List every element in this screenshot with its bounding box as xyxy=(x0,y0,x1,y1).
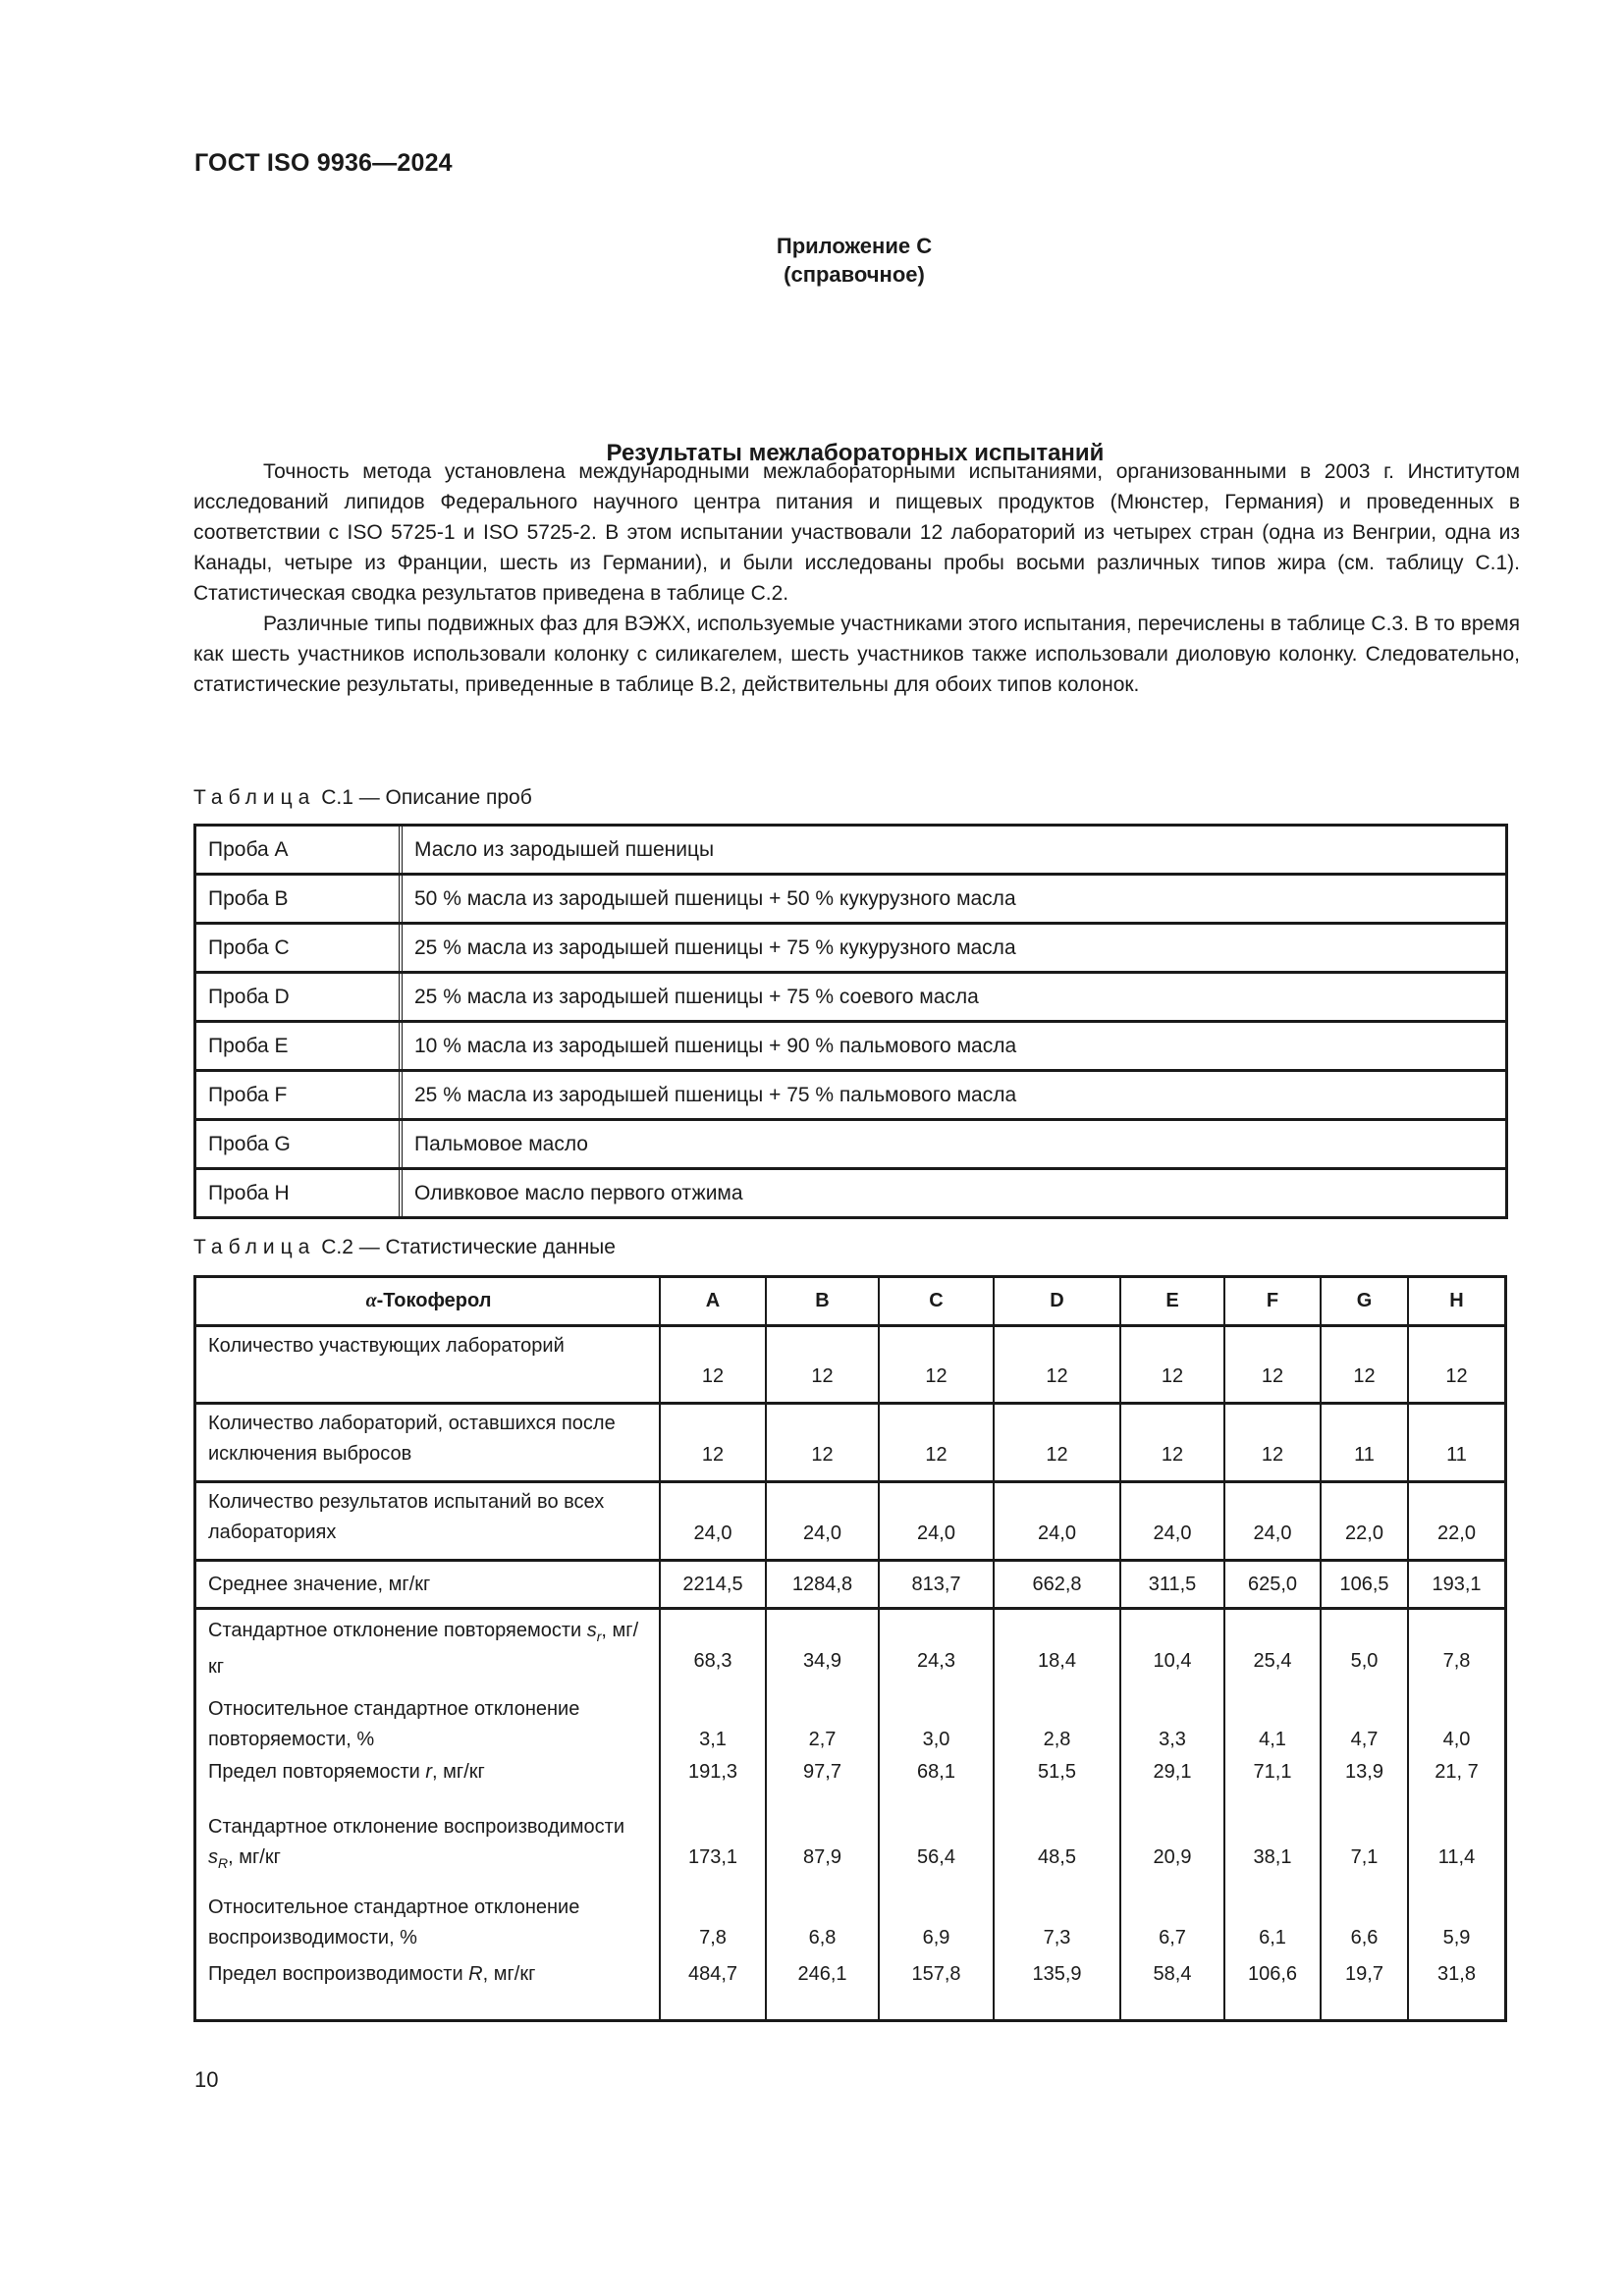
value-cell xyxy=(661,1812,765,1893)
value-cell xyxy=(1225,1959,1320,2018)
value-text: 25,4 xyxy=(1253,1650,1292,1672)
value-cell: 662,8 xyxy=(995,1562,1121,1607)
table-row xyxy=(196,1402,1504,1480)
value-cell xyxy=(767,1694,878,1757)
value-cell: 12 xyxy=(1121,1405,1225,1480)
row-label xyxy=(208,1893,649,1959)
value-column xyxy=(767,1610,880,2019)
value-text: 3,1 xyxy=(699,1729,727,1750)
page-number: 10 xyxy=(194,2067,219,2092)
value-text: 34,9 xyxy=(803,1650,841,1672)
value-text: 6,9 xyxy=(922,1927,950,1949)
table-row xyxy=(196,1559,1504,1607)
value-text: 7,8 xyxy=(699,1927,727,1949)
value-cell: 12 xyxy=(995,1327,1121,1402)
value-cell xyxy=(1225,1757,1320,1812)
value-text: 6,8 xyxy=(808,1927,837,1949)
value-cell xyxy=(1121,1616,1223,1694)
value-cell xyxy=(1121,1812,1223,1893)
value-cell xyxy=(995,1959,1119,2018)
value-cell xyxy=(1225,1812,1320,1893)
sample-name: Проба G xyxy=(196,1121,403,1167)
value-cell xyxy=(1121,1959,1223,2018)
table-row xyxy=(196,1167,1505,1216)
value-cell: 11 xyxy=(1446,1444,1467,1466)
sample-name: Проба E xyxy=(196,1023,403,1069)
symbol-subscript: R xyxy=(218,1855,229,1871)
value-column xyxy=(995,1610,1121,2019)
value-cell: 2214,5 xyxy=(661,1562,767,1607)
value-text: 87,9 xyxy=(803,1846,841,1868)
value-text: 3,3 xyxy=(1159,1729,1186,1750)
table-row xyxy=(196,1020,1505,1069)
value-cell: 24,0 xyxy=(1225,1483,1322,1559)
value-cell: 24,0 xyxy=(661,1483,767,1559)
value-text: 11,4 xyxy=(1437,1846,1476,1868)
value-cell: 12 xyxy=(880,1327,995,1402)
value-cell: 24,0 xyxy=(767,1483,880,1559)
value-cell xyxy=(1225,1893,1320,1959)
value-text: 58,4 xyxy=(1153,1963,1192,1985)
value-cell xyxy=(661,1616,765,1694)
row-label xyxy=(208,1812,649,1893)
table-row xyxy=(196,873,1505,922)
value-cell xyxy=(1322,1757,1407,1812)
value-cell: 12 xyxy=(1225,1405,1322,1480)
table-row xyxy=(196,1069,1505,1118)
paragraph: Различные типы подвижных фаз для ВЭЖХ, используемые участниками этого испытания, перечислены в таблице С.3. В то время как шесть участников использовали колонку с силикагелем, шесть участников также использовали диоловую колонку. Следовательно, статистические результаты, приведенные в таблице В.2, действительны для обоих типов колонок. xyxy=(193,613,1520,696)
sample-name: Проба F xyxy=(196,1072,403,1118)
value-cell: 193,1 xyxy=(1432,1573,1482,1595)
symbol: r xyxy=(425,1761,433,1783)
label-unit: , мг/кг xyxy=(482,1963,536,1985)
value-text: 173,1 xyxy=(687,1846,738,1868)
value-column xyxy=(661,1610,767,2019)
value-text: 6,1 xyxy=(1259,1927,1286,1949)
value-cell xyxy=(880,1757,993,1812)
value-cell: 12 xyxy=(1225,1327,1322,1402)
row-label xyxy=(208,1959,649,2018)
value-cell xyxy=(1322,1959,1407,2018)
value-text: 68,3 xyxy=(693,1650,732,1672)
value-column xyxy=(1121,1610,1225,2019)
value-text: 21, 7 xyxy=(1435,1761,1479,1783)
value-text: 484,7 xyxy=(687,1963,738,1985)
value-cell xyxy=(661,1694,765,1757)
row-label: Среднее значение, мг/кг xyxy=(196,1562,661,1607)
column-header: A xyxy=(661,1278,767,1324)
value-cell xyxy=(1322,1893,1407,1959)
value-text: 106,6 xyxy=(1247,1963,1298,1985)
value-cell xyxy=(1322,1694,1407,1757)
value-cell xyxy=(767,1616,878,1694)
value-cell: 12 xyxy=(1322,1327,1409,1402)
table2-caption-text: С.2 — Статистические данные xyxy=(321,1236,616,1258)
row-label xyxy=(208,1694,649,1757)
value-text: 246,1 xyxy=(797,1963,847,1985)
column-header: H xyxy=(1449,1290,1464,1311)
column-header: G xyxy=(1322,1278,1409,1324)
row-label: Количество участвующих лабораторий xyxy=(196,1327,661,1402)
document-code: ГОСТ ISO 9936—2024 xyxy=(194,149,453,177)
alpha-symbol: α xyxy=(365,1290,377,1311)
label-unit: , мг/кг xyxy=(208,1620,639,1678)
header-label: -Токоферол xyxy=(376,1290,492,1311)
sample-description: 25 % масла из зародышей пшеницы + 75 % пальмового масла xyxy=(414,1083,1017,1106)
value-text: 56,4 xyxy=(917,1846,955,1868)
value-cell xyxy=(1225,1616,1320,1694)
row-label: Количество результатов испытаний во всех лабораториях xyxy=(196,1483,661,1559)
value-text: 97,7 xyxy=(803,1761,841,1783)
sample-name: Проба C xyxy=(196,925,403,971)
table2-caption-prefix: Таблица xyxy=(193,1236,316,1258)
value-text: 2,8 xyxy=(1043,1729,1071,1750)
value-text: 4,7 xyxy=(1350,1729,1379,1750)
value-text: 7,3 xyxy=(1043,1927,1071,1949)
value-text: 135,9 xyxy=(1032,1963,1082,1985)
value-cell xyxy=(1409,1959,1504,2018)
symbol-subscript: r xyxy=(596,1629,602,1644)
label-unit: , мг/кг xyxy=(228,1846,281,1868)
table1-caption xyxy=(193,785,532,811)
value-cell xyxy=(1409,1616,1504,1694)
section-title: Результаты межлабораторных испытаний xyxy=(606,440,1105,466)
column-header: C xyxy=(880,1278,995,1324)
value-cell xyxy=(880,1959,993,2018)
value-cell xyxy=(880,1694,993,1757)
value-text: 19,7 xyxy=(1345,1963,1383,1985)
value-cell: 12 xyxy=(767,1405,880,1480)
value-cell: 22,0 xyxy=(1437,1522,1476,1544)
sample-description: 25 % масла из зародышей пшеницы + 75 % соевого масла xyxy=(414,985,979,1008)
column-header: D xyxy=(995,1278,1121,1324)
value-text: 48,5 xyxy=(1038,1846,1076,1868)
value-cell: 813,7 xyxy=(880,1562,995,1607)
value-text: 6,7 xyxy=(1159,1927,1186,1949)
sample-name: Проба H xyxy=(196,1170,403,1216)
value-text: 6,6 xyxy=(1350,1927,1379,1949)
sample-description: Масло из зародышей пшеницы xyxy=(414,837,715,861)
value-text: 13,9 xyxy=(1345,1761,1383,1783)
sample-description: Оливковое масло первого отжима xyxy=(414,1181,743,1204)
symbol: s xyxy=(208,1846,218,1868)
value-cell xyxy=(1121,1757,1223,1812)
column-header: F xyxy=(1225,1278,1322,1324)
table1-caption-text: С.1 — Описание проб xyxy=(321,786,532,809)
value-cell xyxy=(1409,1694,1504,1757)
value-cell xyxy=(1322,1812,1407,1893)
value-text: 4,0 xyxy=(1442,1729,1471,1750)
table1-caption-prefix: Таблица xyxy=(193,786,316,809)
value-cell: 12 xyxy=(995,1405,1121,1480)
value-text: 71,1 xyxy=(1253,1761,1292,1783)
table-row xyxy=(196,922,1505,971)
value-cell: 24,0 xyxy=(995,1483,1121,1559)
label-text: Стандартное отклонение повторяемости xyxy=(208,1620,587,1641)
value-cell: 12 xyxy=(1121,1327,1225,1402)
value-text: 4,1 xyxy=(1259,1729,1286,1750)
value-cell: 24,0 xyxy=(1121,1483,1225,1559)
value-cell xyxy=(880,1812,993,1893)
value-text: 10,4 xyxy=(1153,1650,1192,1672)
value-text: 5,0 xyxy=(1350,1650,1379,1672)
value-cell xyxy=(995,1812,1119,1893)
table-row xyxy=(196,1480,1504,1559)
value-column xyxy=(1322,1610,1409,2019)
table-row xyxy=(196,1324,1504,1402)
value-cell xyxy=(767,1959,878,2018)
symbol: R xyxy=(468,1963,483,1985)
value-cell xyxy=(995,1694,1119,1757)
value-cell: 11 xyxy=(1322,1405,1409,1480)
annex-subtitle: (справочное) xyxy=(784,262,925,287)
sample-description: 25 % масла из зародышей пшеницы + 75 % кукурузного масла xyxy=(414,935,1016,959)
value-cell: 311,5 xyxy=(1121,1562,1225,1607)
value-text: 157,8 xyxy=(911,1963,961,1985)
value-text: 5,9 xyxy=(1442,1927,1471,1949)
value-cell xyxy=(1322,1616,1407,1694)
value-text: 51,5 xyxy=(1038,1761,1076,1783)
value-cell xyxy=(880,1616,993,1694)
value-cell: 12 xyxy=(661,1327,767,1402)
value-cell xyxy=(1409,1812,1504,1893)
row-label xyxy=(208,1757,649,1812)
value-text: 7,8 xyxy=(1442,1650,1471,1672)
header-tocopherol xyxy=(196,1278,661,1324)
value-cell: 625,0 xyxy=(1225,1562,1322,1607)
value-text: 18,4 xyxy=(1038,1650,1076,1672)
precision-labels xyxy=(196,1610,661,2019)
value-text: 191,3 xyxy=(687,1761,738,1783)
label-text: Относительное стандартное отклонение воспроизводимости, % xyxy=(208,1896,580,1949)
value-text: 7,1 xyxy=(1350,1846,1379,1868)
value-cell: 12 xyxy=(661,1405,767,1480)
value-cell xyxy=(1409,1757,1504,1812)
value-text: 3,0 xyxy=(922,1729,950,1750)
symbol: s xyxy=(586,1620,597,1641)
paragraph: Точность метода установлена международными межлабораторными испытаниями, организованными в 2003 г. Институтом исследований липидов Федерального научного центра питания и пищевых продуктов (Мюнстер, Германия) и проведенных в соответствии с ISO 5725-1 и ISO 5725-2. В этом испытании участвовали 12 лабораторий из четырех стран (одна из Венгрии, одна из Канады, четыре из Франции, шесть из Германии), и были исследованы пробы восьми различных типов жира (см. таблицу С.1). Статистическая сводка результатов приведена в таблице С.2. xyxy=(193,460,1520,605)
value-column xyxy=(1225,1610,1322,2019)
value-cell: 12 xyxy=(1445,1365,1468,1387)
column-header: E xyxy=(1121,1278,1225,1324)
value-cell xyxy=(1409,1893,1504,1959)
value-column xyxy=(880,1610,995,2019)
value-cell xyxy=(661,1757,765,1812)
value-cell xyxy=(995,1616,1119,1694)
column-header: B xyxy=(767,1278,880,1324)
annex-title: Приложение С xyxy=(776,234,933,258)
value-cell xyxy=(1121,1893,1223,1959)
value-text: 68,1 xyxy=(917,1761,955,1783)
value-cell: 12 xyxy=(880,1405,995,1480)
label-text: Стандартное отклонение воспроизводимости xyxy=(208,1816,625,1838)
value-cell xyxy=(661,1893,765,1959)
value-cell xyxy=(661,1959,765,2018)
sample-name: Проба B xyxy=(196,876,403,922)
sample-description: Пальмовое масло xyxy=(414,1132,588,1155)
table-row xyxy=(196,1118,1505,1167)
table-row xyxy=(196,971,1505,1020)
value-cell: 12 xyxy=(767,1327,880,1402)
table2-caption xyxy=(193,1235,616,1260)
label-text: Предел повторяемости xyxy=(208,1761,426,1783)
value-cell xyxy=(995,1893,1119,1959)
table-sample-descriptions xyxy=(193,824,1508,1219)
value-cell xyxy=(1225,1694,1320,1757)
value-cell: 22,0 xyxy=(1322,1483,1409,1559)
table-row xyxy=(196,827,1505,873)
value-cell: 1284,8 xyxy=(767,1562,880,1607)
label-text: Предел воспроизводимости xyxy=(208,1963,469,1985)
value-cell xyxy=(880,1893,993,1959)
row-label: Количество лабораторий, оставшихся после исключения выбросов xyxy=(196,1405,661,1480)
sample-description: 50 % масла из зародышей пшеницы + 50 % кукурузного масла xyxy=(414,886,1016,910)
sample-name: Проба D xyxy=(196,974,403,1020)
table-header-row xyxy=(196,1278,1504,1324)
sample-name: Проба A xyxy=(196,827,403,873)
value-text: 31,8 xyxy=(1437,1963,1476,1985)
value-cell xyxy=(1121,1694,1223,1757)
annex-heading xyxy=(0,232,1624,289)
value-text: 38,1 xyxy=(1253,1846,1292,1868)
value-text: 2,7 xyxy=(808,1729,837,1750)
value-cell: 106,5 xyxy=(1322,1562,1409,1607)
value-cell: 24,0 xyxy=(880,1483,995,1559)
value-cell xyxy=(767,1812,878,1893)
value-text: 24,3 xyxy=(917,1650,955,1672)
label-unit: , мг/кг xyxy=(432,1761,485,1783)
table-statistical-data xyxy=(193,1275,1507,2022)
value-column xyxy=(1409,1610,1504,2019)
body-text xyxy=(193,456,1520,700)
value-cell xyxy=(767,1893,878,1959)
value-text: 29,1 xyxy=(1153,1761,1192,1783)
value-cell xyxy=(995,1757,1119,1812)
value-cell xyxy=(767,1757,878,1812)
row-label xyxy=(208,1616,649,1694)
value-text: 20,9 xyxy=(1153,1846,1192,1868)
sample-description: 10 % масла из зародышей пшеницы + 90 % пальмового масла xyxy=(414,1034,1017,1057)
precision-block xyxy=(196,1607,1504,2019)
label-text: Относительное стандартное отклонение повторяемости, % xyxy=(208,1698,580,1750)
